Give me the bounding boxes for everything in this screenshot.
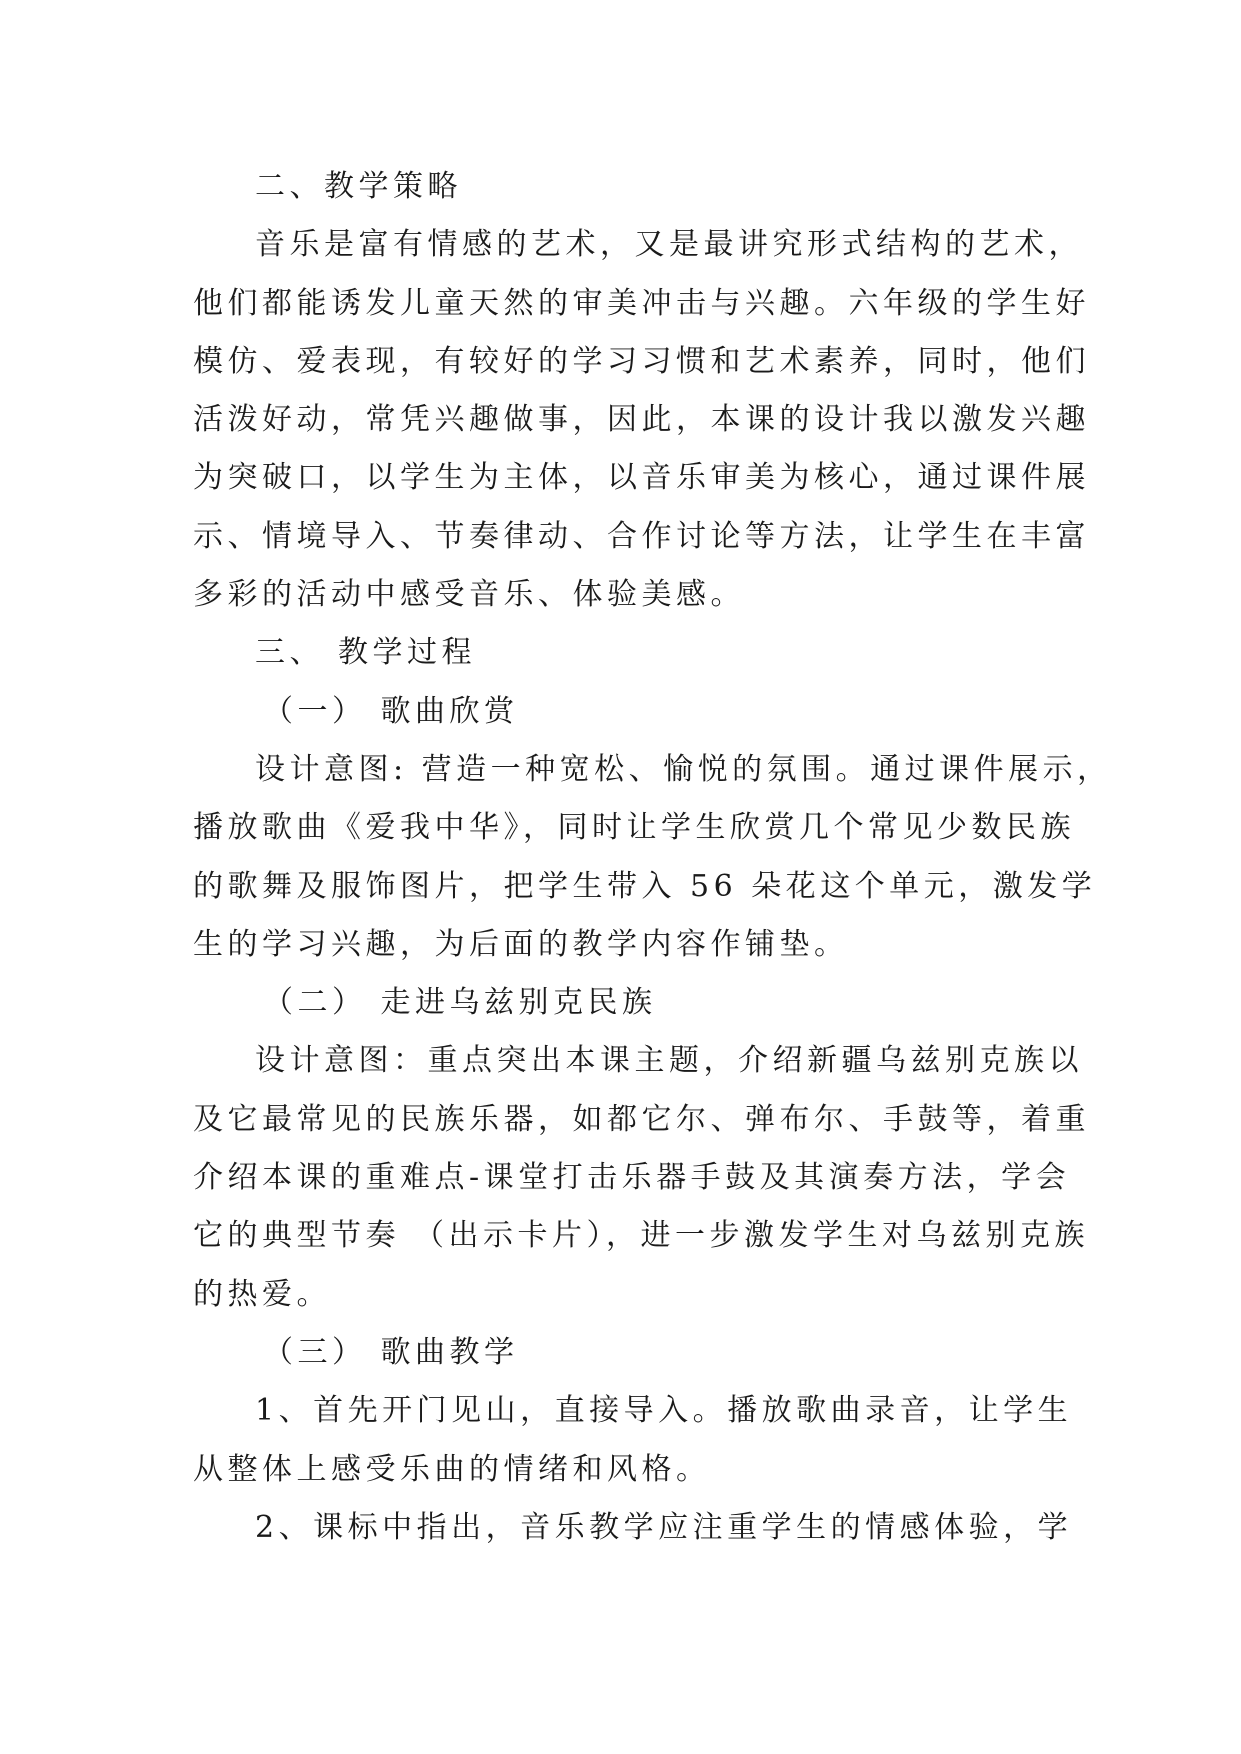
paragraph [193, 1382, 1073, 1499]
paragraph-line: 活泼好动，常凭兴趣做事，因此，本课的设计我以激发兴趣 [193, 402, 1090, 438]
paragraph-line: 及它最常见的民族乐器，如都它尔、弹布尔、手鼓等，着重 [193, 1101, 1090, 1137]
paragraph-line: 的歌舞及服饰图片，把学生带入 56 朵花这个单元，激发学 [193, 868, 1097, 904]
paragraph-line: 播放歌曲《爱我中华》，同时让学生欣赏几个常见少数民族 [193, 810, 1075, 846]
paragraph-line: 设计意图: 营造一种宽松、愉悦的氛围。通过课件展示， [255, 751, 1112, 787]
paragraph-line: 示、情境导入、节奏律动、合作讨论等方法，让学生在丰富 [193, 518, 1090, 554]
paragraph-line: 1、首先开门见山，直接导入。播放歌曲录音，让学生 [255, 1393, 1073, 1429]
paragraph-line: 音乐是富有情感的艺术，又是最讲究形式结构的艺术， [255, 227, 1083, 263]
paragraph [193, 216, 1090, 624]
paragraph [193, 1032, 1090, 1323]
paragraph [193, 1499, 1073, 1557]
section-heading: 二、教学策略 [255, 169, 462, 204]
section-heading: 三、 教学过程 [255, 635, 477, 671]
paragraph-line: 设计意图：重点突出本课主题，介绍新疆乌兹别克族以 [255, 1043, 1083, 1079]
document-body [193, 158, 1112, 1557]
paragraph-line: 的热爱。 [193, 1276, 331, 1312]
paragraph-line: 为突破口，以学生为主体，以音乐审美为核心，通过课件展 [193, 460, 1090, 496]
paragraph-line: 生的学习兴趣，为后面的教学内容作铺垫。 [193, 926, 849, 962]
paragraph [193, 741, 1112, 974]
paragraph-line: 它的典型节奏 （出示卡片），进一步激发学生对乌兹别克族 [193, 1218, 1090, 1254]
paragraph-line: 他们都能诱发儿童天然的审美冲击与兴趣。六年级的学生好 [193, 285, 1090, 321]
paragraph-line: 介绍本课的重难点-课堂打击乐器手鼓及其演奏方法，学会 [193, 1160, 1071, 1196]
section-subheading: （一） 歌曲欣赏 [263, 693, 519, 729]
paragraph-line: 从整体上感受乐曲的情绪和风格。 [193, 1451, 711, 1487]
paragraph-line: 模仿、爱表现，有较好的学习习惯和艺术素养，同时，他们 [193, 343, 1090, 379]
paragraph-line: 2、课标中指出，音乐教学应注重学生的情感体验，学 [255, 1509, 1073, 1545]
section-subheading: （三） 歌曲教学 [263, 1334, 519, 1370]
section-subheading: （二） 走进乌兹别克民族 [263, 985, 657, 1021]
paragraph-line: 多彩的活动中感受音乐、体验美感。 [193, 577, 745, 613]
